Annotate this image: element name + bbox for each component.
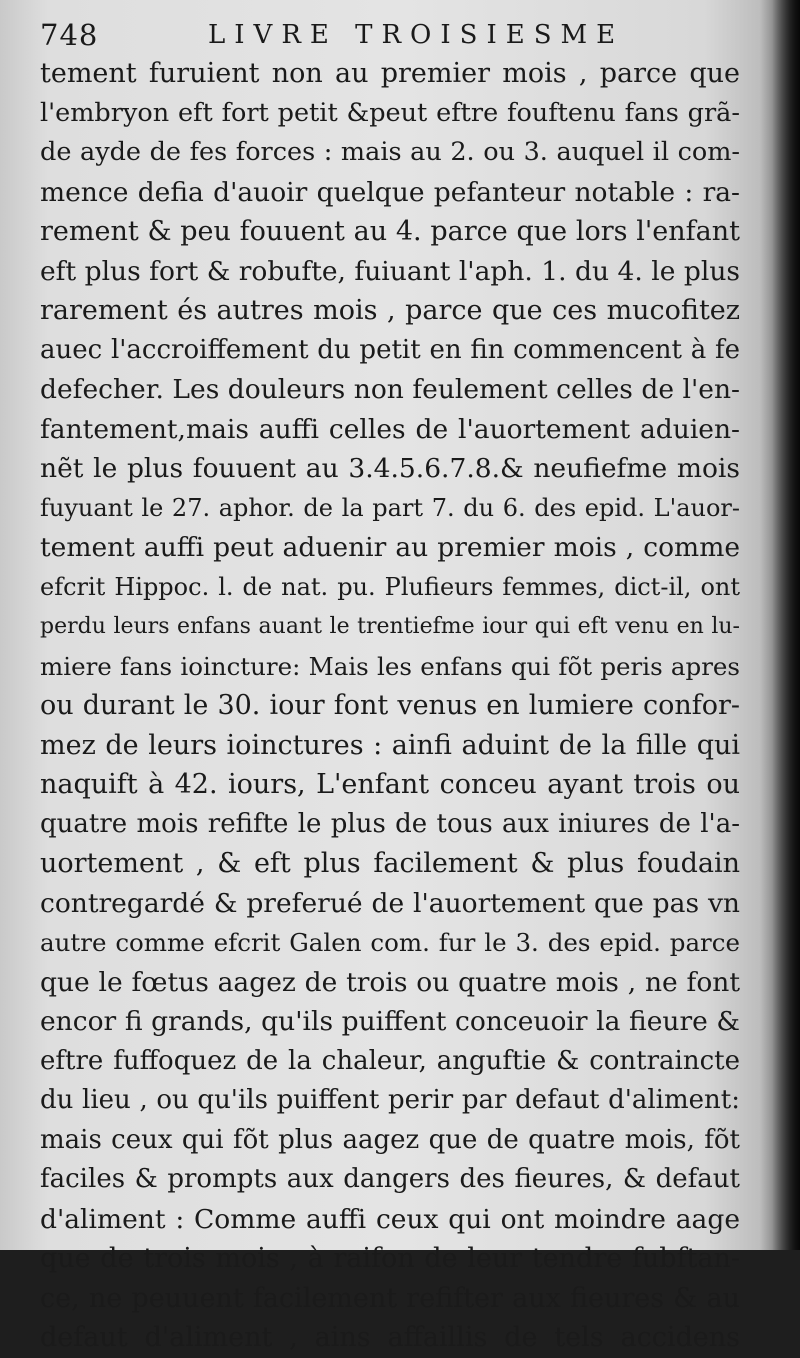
text-line: que le fœtus aagez de trois ou quatre mois , ne font: [40, 966, 740, 998]
text-line: perdu leurs enfans auant le trentiefme iour qui eft venu en lu-: [40, 614, 740, 639]
text-line: fantement,mais auffi celles de l'auortement aduien-: [40, 413, 740, 445]
text-line: autre comme efcrit Galen com. fur le 3. des epid. parce: [40, 928, 740, 957]
body-text: [40, 54, 740, 1358]
text-line: defecher. Les douleurs non feulement celles de l'en-: [40, 374, 740, 405]
text-line: tement furuient non au premier mois , parce que: [40, 58, 740, 89]
text-line: de ayde de fes forces : mais au 2. ou 3. auquel il com-: [40, 137, 740, 167]
text-line: l'embryon eft fort petit &peut eftre fouftenu fans grã-: [40, 97, 740, 128]
text-line: eftre fuffoquez de la chaleur, anguftie & contraincte: [40, 1045, 740, 1076]
text-line: fuyuant le 27. aphor. de la part 7. du 6. des epid. L'auor-: [40, 493, 740, 522]
text-line: mais ceux qui fõt plus aagez que de quatre mois, fõt: [40, 1124, 740, 1155]
text-line: encor fi grands, qu'ils puiffent conceuoir la fieure &: [40, 1006, 740, 1037]
text-line: mez de leurs ioinctures : ainfi aduint de la fille qui: [40, 729, 740, 761]
text-line: rarement és autres mois , parce que ces mucofitez: [40, 295, 740, 326]
text-line: eft plus fort & robufte, fuiuant l'aph. 1. du 4. le plus: [40, 255, 740, 287]
text-line: mence defia d'auoir quelque pefanteur notable : ra-: [40, 176, 740, 208]
page-edge-shadow: [772, 0, 800, 1250]
text-line: quatre mois refifte le plus de tous aux iniures de l'a-: [40, 808, 740, 839]
text-line: du lieu , ou qu'ils puiffent perir par defaut d'aliment:: [40, 1085, 740, 1115]
text-line: miere fans ioincture: Mais les enfans qui fõt peris apres: [40, 651, 740, 681]
page-number: 748: [40, 18, 99, 52]
page-header: [40, 14, 760, 58]
running-head: LIVRE TROISIESME: [208, 20, 625, 50]
text-line: ce, ne peuuent facilement refifter aux fieures & au: [40, 1282, 740, 1314]
text-line: efcrit Hippoc. l. de nat. pu. Plufieurs femmes, dict-il, ont: [40, 572, 740, 601]
text-line: d'aliment : Comme auffi ceux qui ont moindre aage: [40, 1203, 740, 1235]
text-line: uortement , & eft plus facilement & plus foudain: [40, 848, 740, 879]
text-line: contregardé & preferué de l'auortement que pas vn: [40, 887, 740, 919]
text-line: faciles & prompts aux dangers des fieures, & defaut: [40, 1164, 740, 1194]
text-line: rement & peu fouuent au 4. parce que lors l'enfant: [40, 216, 740, 247]
text-line: naquift à 42. iours, L'enfant conceu ayant trois ou: [40, 769, 740, 800]
text-line: tement auffi peut aduenir au premier mois , comme: [40, 532, 740, 563]
text-line: que de trois mois , à raifon de leur tendre fubftan-: [40, 1243, 740, 1274]
text-line: auec l'accroiffement du petit en fin commencent à fe: [40, 334, 740, 365]
text-line: nẽt le plus fouuent au 3.4.5.6.7.8.& neufiefme mois: [40, 453, 740, 484]
text-line: defaut d'aliment , ains affaillis de tels accidens: [40, 1322, 740, 1353]
text-line: ou durant le 30. iour font venus en lumiere confor-: [40, 690, 740, 721]
